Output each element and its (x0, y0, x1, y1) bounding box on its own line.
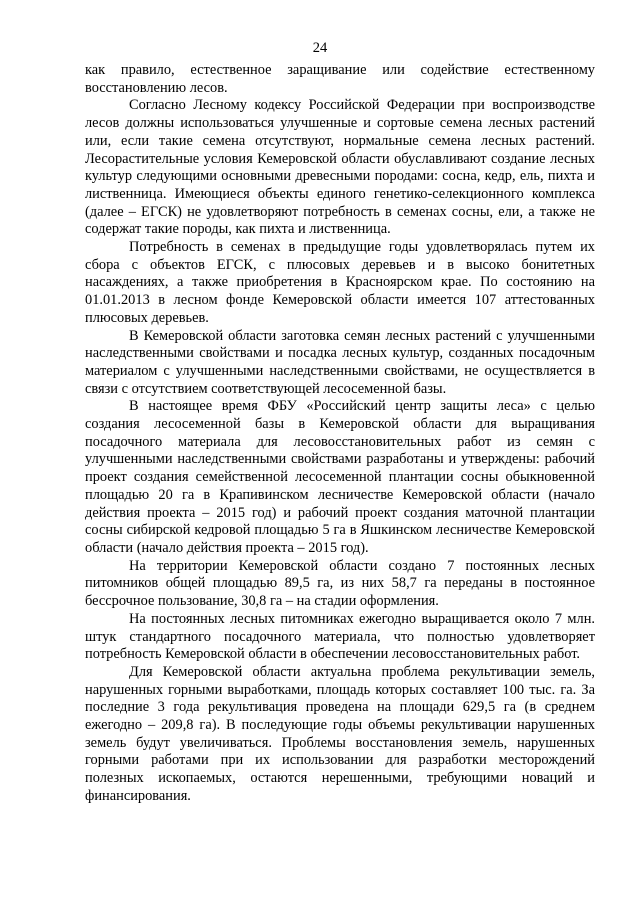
paragraph-5: В настоящее время ФБУ «Российский центр защиты леса» с целью создания лесосеменной базы в Кемеровской области для выращивания посадочного материала для лесовосстановительных работ из семян с улучшенными наследственными свойствами разработаны и утверждены: рабочий проект создания семейственной лесосеменной плантации сосны обыкновенной площадью 20 га в Крапивинском лесничестве Кемеровской области (начало действия проекта – 2015 год) и рабочий проект создания маточной плантации сосны сибирской кедровой площадью 5 га в Яшкинском лесничестве Кемеровской области (начало действия проекта – 2015 год). (85, 398, 595, 556)
paragraph-4: В Кемеровской области заготовка семян лесных растений с улучшенными наследственными свойствами и посадка лесных культур, созданных посадочным материалом с улучшенными наследственными свойствами, не осуществляется в связи с отсутствием соответствующей лесосеменной базы. (85, 327, 595, 397)
paragraph-2: Согласно Лесному кодексу Российской Федерации при воспроизводстве лесов должны использоваться улучшенные и сортовые семена лесных растений или, если такие семена отсутствуют, нормальные семена лесных растений. Лесорастительные условия Кемеровской области обуславливают создание лесных культур следующими основными древесными породами: сосна, кедр, ель, пихта и лиственница. Имеющиеся объекты единого генетико-селекционного комплекса (далее – ЕГСК) не удовлетворяют потребность в семенах сосны, ели, а также не содержат такие породы, как пихта и лиственница. (85, 97, 595, 238)
paragraph-3: Потребность в семенах в предыдущие годы удовлетворялась путем их сбора с объектов ЕГСК, с плюсовых деревьев и в высоко бонитетных насаждениях, а также приобретения в Красноярском крае. По состоянию на 01.01.2013 в лесном фонде Кемеровской области имеется 107 аттестованных плюсовых деревьев. (85, 239, 595, 326)
paragraph-1: как правило, естественное заращивание или содействие естественному восстановлению лесов. (85, 62, 595, 96)
paragraph-7: На постоянных лесных питомниках ежегодно выращивается около 7 млн. штук стандартного посадочного материала, что полностью удовлетворяет потребность Кемеровской области в обеспечении лесовосстановительных работ. (85, 610, 595, 663)
paragraph-6: На территории Кемеровской области создано 7 постоянных лесных питомников общей площадью 89,5 га, из них 58,7 га переданы в постоянное бессрочное пользование, 30,8 га – на стадии оформления. (85, 557, 595, 610)
paragraph-8: Для Кемеровской области актуальна проблема рекультивации земель, нарушенных горными выработками, площадь которых составляет 100 тыс. га. За последние 3 года рекультивация проведена на площади 629,5 га (в среднем ежегодно – 209,8 га). В последующие годы объемы рекультивации нарушенных земель будут увеличиваться. Проблемы восстановления земель, нарушенных горными работами при их использовании для разработки месторождений полезных ископаемых, остаются нерешенными, требующими новаций и финансирования. (85, 663, 595, 804)
body-text (85, 62, 595, 806)
page-number: 24 (312, 40, 328, 56)
